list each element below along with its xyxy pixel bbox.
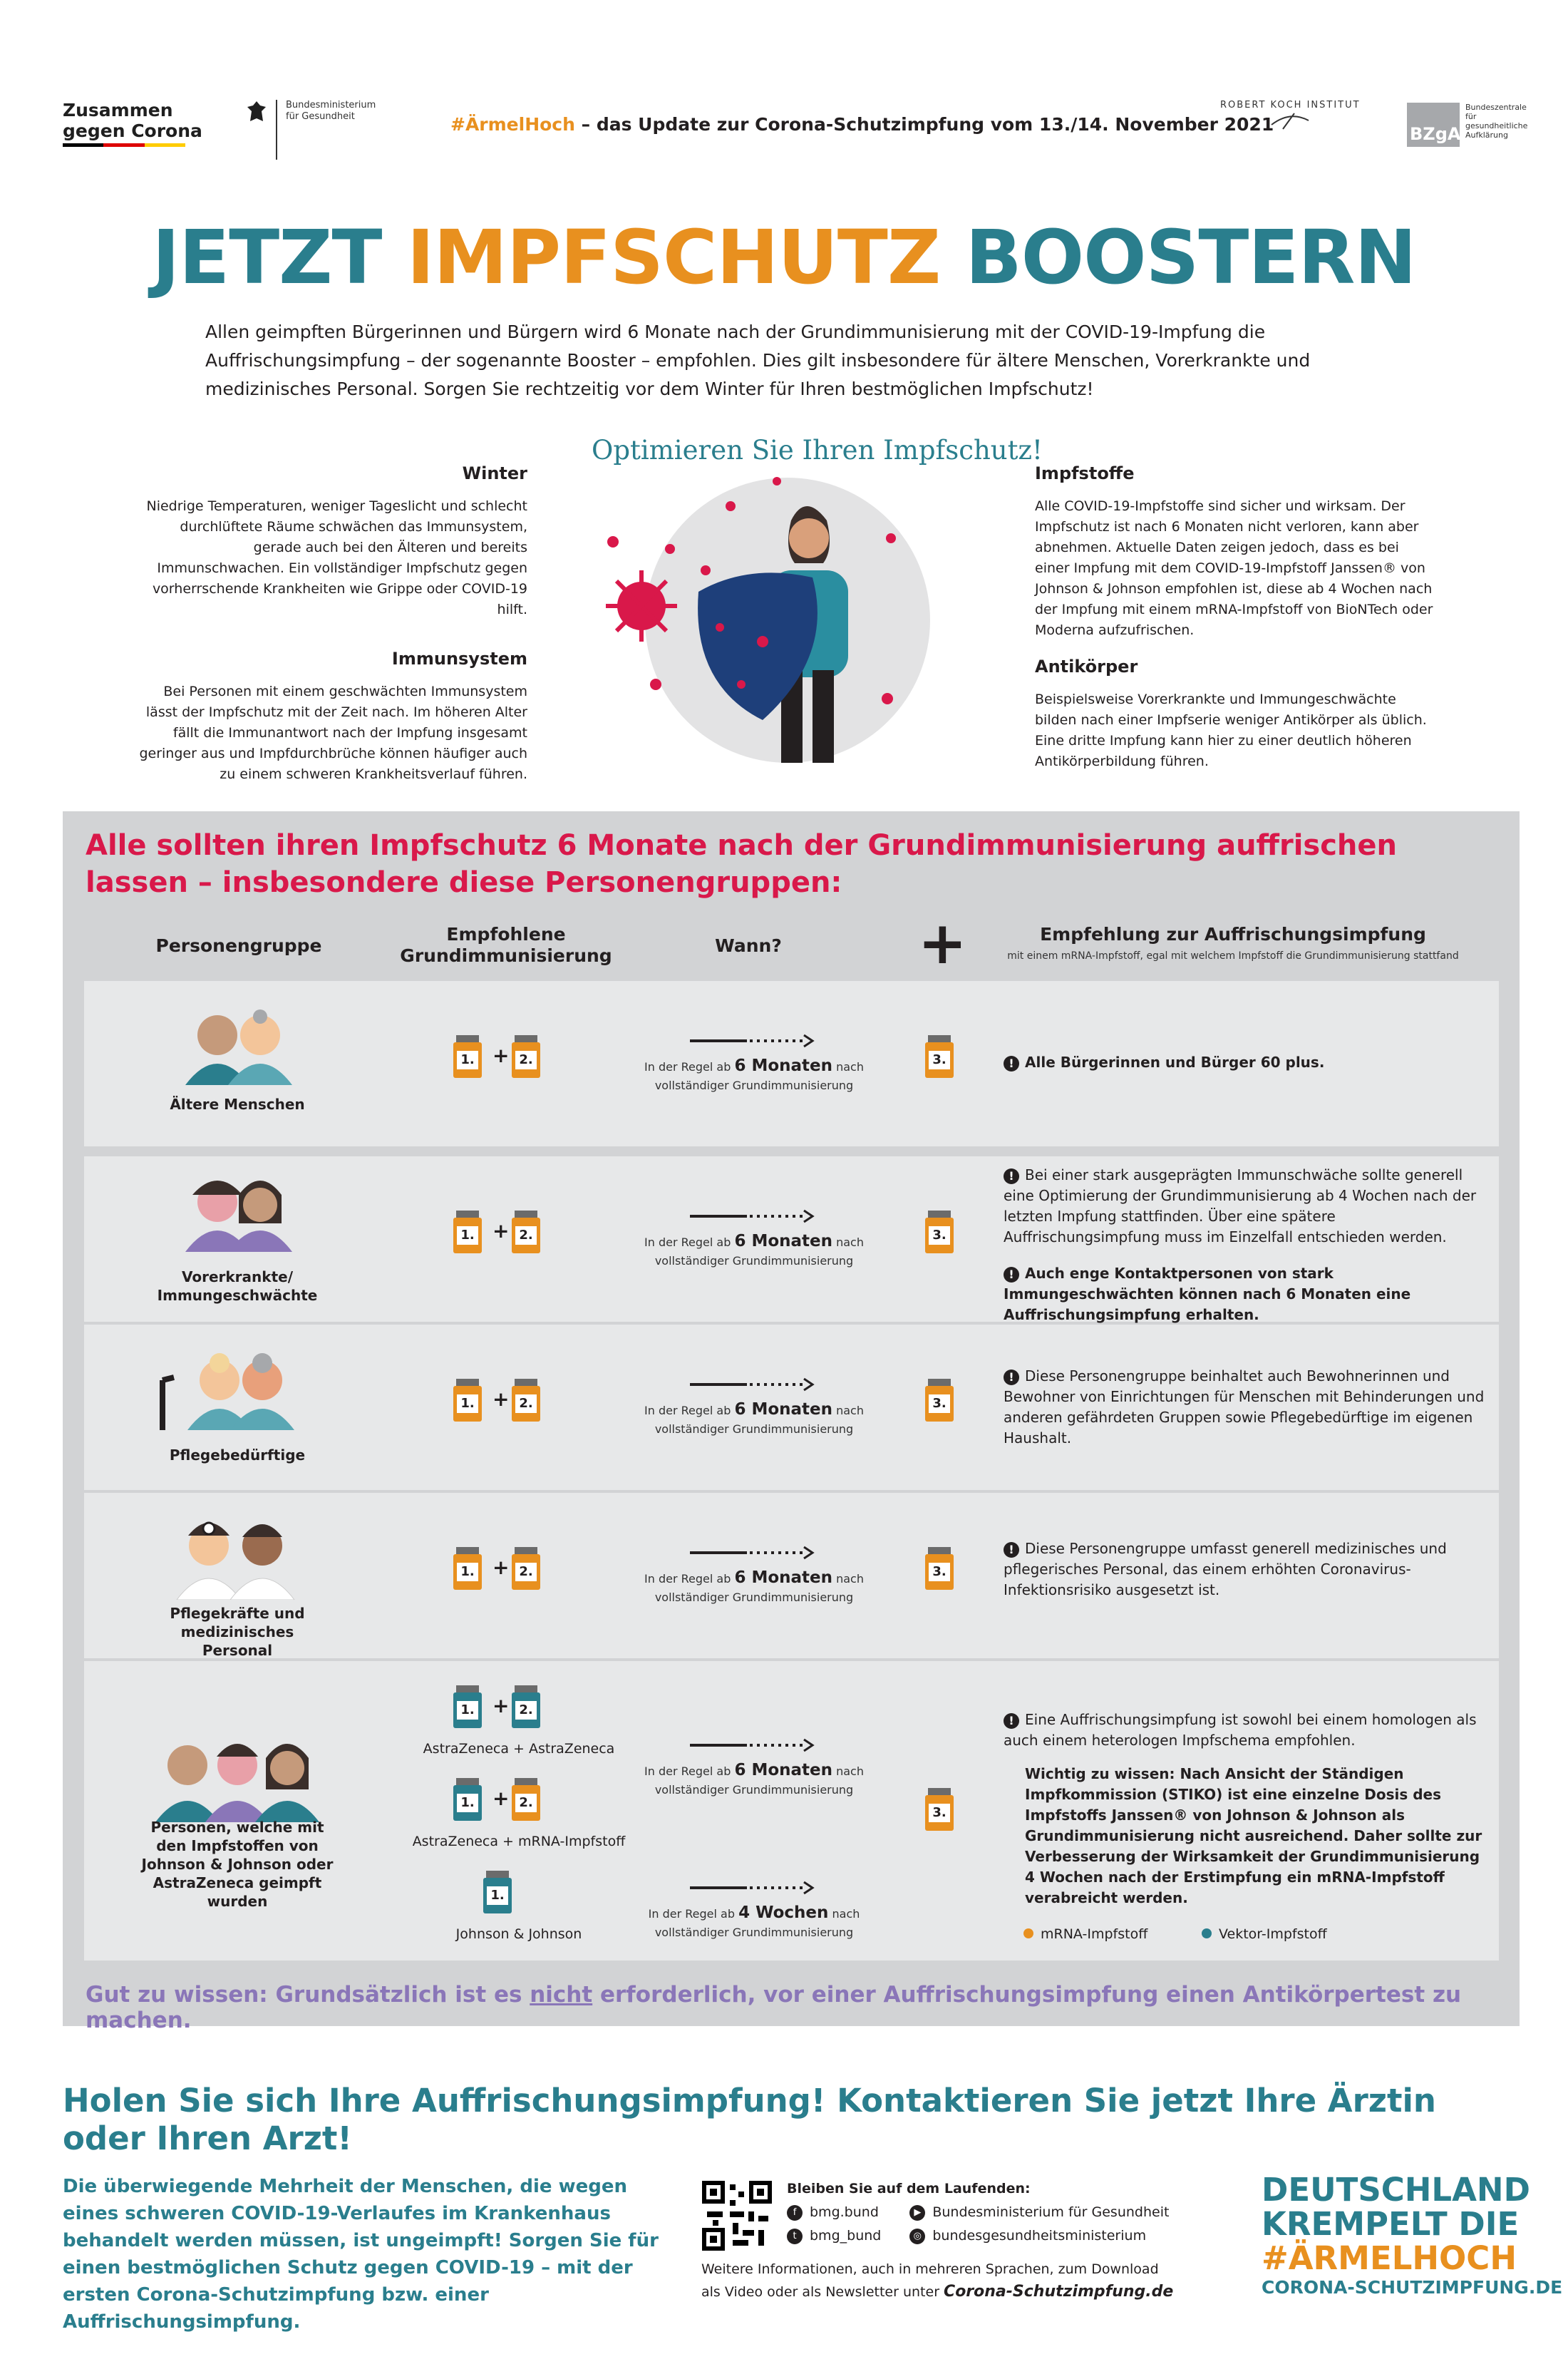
vial-dose-3: 3. bbox=[925, 1379, 954, 1422]
table-row-vorerkrankte bbox=[84, 1156, 1499, 1322]
bmg-logo bbox=[246, 100, 376, 160]
brand-line2: KREMPELT DIE bbox=[1262, 2205, 1520, 2243]
antikoerper-text: Beispielsweise Vorerkrankte und Immungeschwächte bilden nach einer Impfserie weniger Antikörper als üblich. Eine dritte Impfung kann hier zu einer deutlich höheren Antikörperbildung führen. bbox=[1035, 692, 1427, 769]
row-label: Vorerkrankte/ Immungeschwächte bbox=[157, 1268, 318, 1304]
intro-paragraph: Allen geimpften Bürgerinnen und Bürgern wird 6 Monate nach der Grundimmunisierung mit der COVID-19-Impfung die Auffrischungsimpfung – der sogenannte Booster – empfohlen. Dies gilt insbesondere für ältere Menschen, Vorerkrankte und medizinisches Personal. Sorgen Sie rechtzeitig vor dem Winter für Ihren bestmöglichen Impfschutz! bbox=[205, 322, 1311, 399]
elderly-people-icon bbox=[178, 1007, 299, 1085]
immunsystem-heading: Immunsystem bbox=[391, 649, 527, 669]
logo-flag-bar bbox=[63, 143, 185, 147]
arrow-icon bbox=[690, 1209, 818, 1223]
more-info-text bbox=[701, 2259, 1173, 2303]
recommendation-text-b: Wichtig zu wissen: Nach Ansicht der Ständigen Impfkommission (STIKO) ist eine einzelne Dosis des Impfstoffs Janssen® von Johnson & Johnson als Grundimmunisierung nicht ausreichend. Daher sollte zur Verbesserung der Wirksamkeit der Grundimmunisierung 4 Wochen nach der Erstimpfung ein mRNA-Impfstoff verabreicht werden. bbox=[1025, 1765, 1482, 1906]
recommendation-text: ! Alle Bürgerinnen und Bürger 60 plus. bbox=[1004, 1052, 1488, 1073]
vial-dose-3: 3. bbox=[925, 1035, 954, 1078]
legend-vektor: Vektor-Impfstoff bbox=[1202, 1926, 1327, 1942]
scheme-az-az: AstraZeneca + AstraZeneca bbox=[423, 1741, 615, 1757]
website-link[interactable]: Corona-Schutzimpfung.de bbox=[944, 2283, 1174, 2301]
recommendation-text: ! Bei einer stark ausgeprägten Immunschwäche sollte generell eine Optimierung der Grundimmunisierung ab 4 Wochen nach der letzten Impfung stattfinden. Über eine spätere Auffrischungsimpfung muss im Einzelfall entschieden werden. bbox=[1004, 1166, 1477, 1245]
logo-divider bbox=[276, 100, 277, 160]
vaccinated-people-icon bbox=[148, 1730, 326, 1822]
arrow-icon bbox=[690, 1546, 818, 1560]
twitter-link[interactable]: t bmg_bund bbox=[787, 2224, 881, 2248]
plus-icon: + bbox=[492, 1044, 510, 1067]
youtube-link[interactable]: ▶ Bundesministerium für Gesundheit bbox=[909, 2201, 1169, 2224]
vial-dose-1: 1. bbox=[453, 1547, 482, 1590]
plus-icon: + bbox=[492, 1694, 510, 1717]
column-header-empfehlung bbox=[991, 924, 1475, 967]
recommendation-text: ! Diese Personengruppe beinhaltet auch Bewohnerinnen und Bewohner von Einrichtungen für Menschen mit Behinderungen und anderen gefährdeten Gruppen sowie Pflegebedürftige im eigenen Haushalt. bbox=[1004, 1367, 1485, 1447]
row-label: Personen, welche mit den Impfstoffen von Johnson & Johnson oder AstraZeneca geimpft wurden bbox=[141, 1819, 334, 1910]
impfstoffe-heading: Impfstoffe bbox=[1035, 463, 1135, 483]
stay-tuned-label: Bleiben Sie auf dem Laufenden: bbox=[787, 2181, 1031, 2196]
more-info-line1: Weitere Informationen, auch in mehreren Sprachen, zum Download bbox=[701, 2261, 1159, 2277]
bzga-logo bbox=[1407, 103, 1530, 147]
title-word-impfschutz: IMPFSCHUTZ bbox=[406, 214, 941, 301]
left-info-column bbox=[128, 463, 527, 785]
bzga-mark: BZgA bbox=[1407, 103, 1460, 147]
brand-url[interactable]: CORONA-SCHUTZIMPFUNG.DE bbox=[1262, 2277, 1563, 2298]
twitter-icon: t bbox=[787, 2229, 803, 2244]
recommendation-text: ! Diese Personengruppe umfasst generell medizinisches und pflegerisches Personal, das einem erhöhten Coronavirus-Infektionsrisiko ausgesetzt ist. bbox=[1004, 1540, 1447, 1598]
when-text: In der Regel ab 6 Monaten nach vollständiger Grundimmunisierung bbox=[644, 1057, 864, 1092]
info-icon: ! bbox=[1004, 1056, 1019, 1072]
bmg-text-line2: für Gesundheit bbox=[286, 111, 355, 122]
when-text: In der Regel ab 6 Monaten nach vollständiger Grundimmunisierung bbox=[644, 1400, 864, 1436]
title-word-boostern: BOOSTERN bbox=[940, 214, 1416, 301]
vial-dose-2: 2. bbox=[512, 1035, 540, 1078]
when-text: In der Regel ab 6 Monaten nach vollständiger Grundimmunisierung bbox=[644, 1568, 864, 1604]
vial-dose-2: 2. bbox=[512, 1211, 540, 1253]
bzga-text-line3: gesundheitliche bbox=[1465, 121, 1528, 130]
virus-icon bbox=[606, 570, 677, 642]
rki-mark-icon bbox=[1269, 111, 1311, 130]
table-row-pflegekraefte bbox=[84, 1493, 1499, 1658]
col2-line2: Grundimmunisierung bbox=[400, 945, 612, 966]
recommendation-text: ! Eine Auffrischungsimpfung ist sowohl bei einem homologen als auch einem heterologen Impfschema empfohlen. bbox=[1004, 1711, 1477, 1749]
right-info-column bbox=[1035, 463, 1434, 772]
header-hashtag: #ÄrmelHoch bbox=[450, 114, 575, 135]
winter-text: Niedrige Temperaturen, weniger Tageslicht und schlecht durchlüftete Räume schwächen das Immunsystem, gerade auch bei den Älteren und bereits Immunschwachen. Ein vollständiger Impfschutz gegen vorherrschende Krankheiten wie Grippe oder COVID-19 hilft. bbox=[146, 498, 527, 617]
panel-heading: Alle sollten ihren Impfschutz 6 Monate nach der Grundimmunisierung auffrischen lassen – insbesondere diese Personengruppen: bbox=[86, 829, 1397, 899]
youtube-icon: ▶ bbox=[909, 2205, 925, 2221]
col4-title: Empfehlung zur Auffrischungsimpfung bbox=[1040, 924, 1426, 945]
scheme-az-mrna: AstraZeneca + mRNA-Impfstoff bbox=[412, 1834, 626, 1849]
info-icon: ! bbox=[1004, 1713, 1019, 1729]
facebook-link[interactable]: f bmg.bund bbox=[787, 2201, 881, 2224]
winter-heading: Winter bbox=[462, 463, 527, 483]
zusammen-gegen-corona-logo bbox=[63, 100, 202, 147]
legend-mrna: mRNA-Impfstoff bbox=[1023, 1926, 1147, 1942]
vial-az-1b: 1. bbox=[453, 1778, 482, 1821]
row-label: Pflegebedürftige bbox=[169, 1447, 306, 1464]
col2-line1: Empfohlene bbox=[446, 924, 566, 945]
qr-code-icon[interactable] bbox=[701, 2180, 773, 2251]
bzga-text-line4: Aufklärung bbox=[1465, 130, 1508, 140]
row-label: Pflegekräfte und medizinisches Personal bbox=[170, 1605, 305, 1659]
bzga-text-line2: für bbox=[1465, 112, 1477, 121]
brand-line1: DEUTSCHLAND bbox=[1262, 2171, 1530, 2209]
header-tagline-text: – das Update zur Corona-Schutzimpfung vom 13./14. November 2021 bbox=[574, 114, 1274, 135]
table-row-jj-astrazeneca bbox=[84, 1661, 1499, 1961]
instagram-icon: ◎ bbox=[909, 2229, 925, 2244]
footer-warning-text: Die überwiegende Mehrheit der Menschen, die wegen eines schweren COVID-19-Verlaufes im Krankenhaus behandelt werden müssen, ist ungeimpft! Sorgen Sie für einen bestmöglichen Schutz gegen COVID-19 – mit der ersten Corona-Schutzimpfung bzw. einer Auffrischungsimpfung. bbox=[63, 2176, 659, 2333]
orange-dot-icon bbox=[1023, 1928, 1033, 1938]
vial-dose-2: 2. bbox=[512, 1379, 540, 1422]
call-to-action: Holen Sie sich Ihre Auffrischungsimpfung! Kontaktieren Sie jetzt Ihre Ärztin oder Ihren Arzt! bbox=[63, 2082, 1436, 2157]
vial-az-1: 1. bbox=[453, 1685, 482, 1728]
vial-dose-1: 1. bbox=[453, 1379, 482, 1422]
antikoerper-heading: Antikörper bbox=[1035, 657, 1138, 677]
page-title bbox=[0, 214, 1568, 301]
header-tagline bbox=[450, 114, 1274, 135]
info-icon: ! bbox=[1004, 1168, 1019, 1184]
medical-staff-icon bbox=[170, 1514, 305, 1600]
arrow-icon bbox=[690, 1881, 818, 1895]
immunsystem-text: Bei Personen mit einem geschwächten Immunsystem lässt der Impfschutz mit der Zeit nach. Im höheren Alter fällt die Immunantwort nach der Impfung insgesamt geringer aus und Impfdurchbrüche können häufiger auch zu einem schweren Krankheitsverlauf führen. bbox=[139, 684, 527, 782]
optimize-heading: Optimieren Sie Ihren Impfschutz! bbox=[592, 435, 1043, 466]
facebook-icon: f bbox=[787, 2205, 803, 2221]
care-dependent-people-icon bbox=[155, 1352, 305, 1430]
chronically-ill-people-icon bbox=[178, 1173, 299, 1252]
table-row-aeltere bbox=[84, 981, 1499, 1146]
col4-subtitle: mit einem mRNA-Impfstoff, egal mit welchem Impfstoff die Grundimmunisierung stattfand bbox=[1007, 950, 1459, 962]
more-info-line2: als Video oder als Newsletter unter bbox=[701, 2284, 944, 2300]
arrow-icon bbox=[690, 1738, 818, 1752]
column-header-personengruppe: Personengruppe bbox=[155, 935, 322, 956]
title-word-jetzt: JETZT bbox=[152, 214, 407, 301]
recommendation-text-b: ! Auch enge Kontaktpersonen von stark Immungeschwächten können nach 6 Monaten eine Auffrischungsimpfung erhalten. bbox=[1004, 1265, 1411, 1323]
info-icon: ! bbox=[1004, 1267, 1019, 1283]
when-text: In der Regel ab 6 Monaten nach vollständiger Grundimmunisierung bbox=[644, 1232, 864, 1268]
column-header-wann: Wann? bbox=[715, 935, 782, 956]
info-icon: ! bbox=[1004, 1370, 1019, 1385]
impfstoffe-text: Alle COVID-19-Impfstoffe sind sicher und wirksam. Der Impfschutz ist nach 6 Monaten nicht verloren, kann aber abnehmen. Aktuelle Daten zeigen jedoch, dass es bei einer Impfung mit dem COVID-19-Impfstoff Janssen® von Johnson & Johnson empfohlen ist, diese ab 4 Wochen nach der Impfung mit einem mRNA-Impfstoff von BioNTech oder Moderna aufzufrischen. bbox=[1035, 498, 1433, 638]
vial-dose-2: 2. bbox=[512, 1547, 540, 1590]
shield-woman-illustration bbox=[599, 471, 955, 770]
vial-dose-1: 1. bbox=[453, 1211, 482, 1253]
info-icon: ! bbox=[1004, 1542, 1019, 1558]
social-links bbox=[787, 2177, 1169, 2248]
vial-dose-1: 1. bbox=[453, 1035, 482, 1078]
logo-text-line1: Zusammen bbox=[63, 100, 173, 120]
instagram-link[interactable]: ◎ bundesgesundheitsministerium bbox=[909, 2224, 1169, 2248]
brand-hashtag: #ÄRMELHOCH bbox=[1262, 2239, 1517, 2277]
plus-icon: + bbox=[492, 1387, 510, 1411]
arrow-icon bbox=[690, 1377, 818, 1392]
bmg-text-line1: Bundesministerium bbox=[286, 100, 376, 111]
plus-icon: + bbox=[492, 1556, 510, 1579]
when-text: In der Regel ab 6 Monaten nach vollständiger Grundimmunisierung bbox=[644, 1761, 864, 1797]
plus-icon: + bbox=[492, 1787, 510, 1810]
vial-mrna-2: 2. bbox=[512, 1778, 540, 1821]
booster-plus-icon: + bbox=[918, 910, 967, 977]
vial-dose-3: 3. bbox=[925, 1211, 954, 1253]
vial-dose-3: 3. bbox=[925, 1788, 954, 1831]
vial-dose-3: 3. bbox=[925, 1547, 954, 1590]
rki-logo bbox=[1220, 100, 1361, 133]
row-label: Ältere Menschen bbox=[170, 1096, 305, 1113]
teal-dot-icon bbox=[1202, 1928, 1212, 1938]
scheme-jj: Johnson & Johnson bbox=[455, 1926, 582, 1942]
when-text-jj: In der Regel ab 4 Wochen nach vollständiger Grundimmunisierung bbox=[648, 1903, 860, 1939]
arrow-icon bbox=[690, 1034, 818, 1048]
column-header-grundimmunisierung bbox=[399, 924, 613, 967]
campaign-brand bbox=[1262, 2173, 1562, 2300]
good-to-know-note: Gut zu wissen: Grundsätzlich ist es nicht erforderlich, vor einer Auffrischungsimpfung einen Antikörpertest zu machen. bbox=[86, 1982, 1462, 2033]
rki-text: ROBERT KOCH INSTITUT bbox=[1220, 100, 1361, 111]
eagle-icon bbox=[246, 100, 267, 125]
logo-text-line2: gegen Corona bbox=[63, 120, 202, 141]
vial-jj-1: 1. bbox=[483, 1871, 512, 1913]
vial-az-2: 2. bbox=[512, 1685, 540, 1728]
bzga-text-line1: Bundeszentrale bbox=[1465, 103, 1527, 112]
plus-icon: + bbox=[492, 1219, 510, 1243]
table-row-pflegebeduerftige bbox=[84, 1325, 1499, 1490]
